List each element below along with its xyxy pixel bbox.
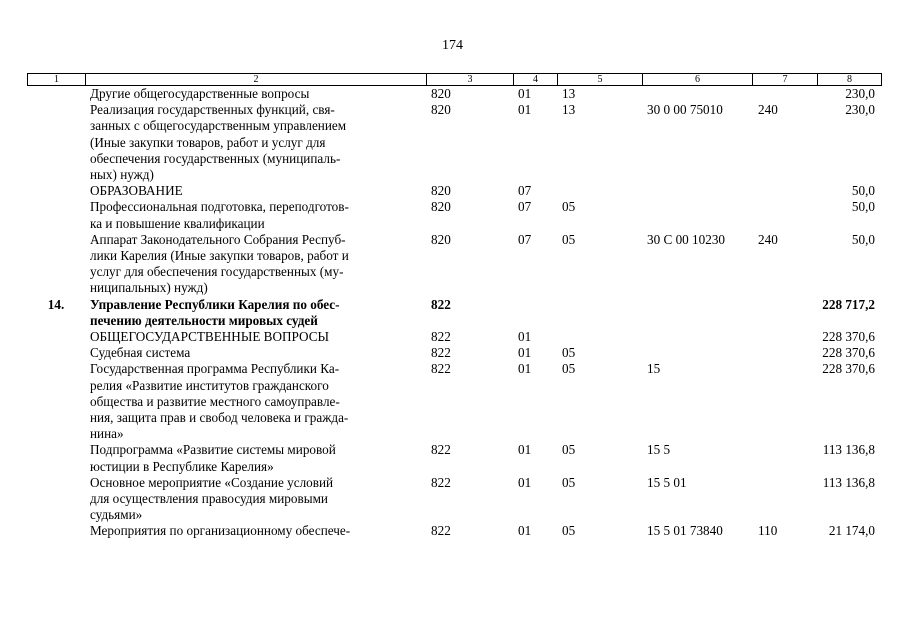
expense-type-code xyxy=(752,475,817,524)
amount: 230,0 xyxy=(845,86,875,101)
header-cell: 4 xyxy=(514,74,558,86)
section-code: 01 xyxy=(518,329,532,345)
row-name xyxy=(85,297,426,329)
header-cell: 2 xyxy=(86,74,427,86)
row-number xyxy=(27,183,85,199)
row-name-line: печению деятельности мировых судей xyxy=(90,312,318,328)
table-row xyxy=(27,183,881,199)
header-cell: 8 xyxy=(818,74,882,86)
ministry-code: 820 xyxy=(431,86,451,101)
row-name xyxy=(85,199,426,231)
header-cell: 7 xyxy=(753,74,818,86)
header-cell: 1 xyxy=(28,74,86,86)
ministry-code: 820 xyxy=(431,231,451,247)
section-code xyxy=(513,297,557,329)
expense-type-code xyxy=(752,329,817,345)
row-name xyxy=(85,442,426,474)
amount: 50,0 xyxy=(851,199,875,215)
table-row xyxy=(27,442,881,474)
expense-type-code: 240 xyxy=(758,231,778,247)
ministry-code: 822 xyxy=(431,442,451,458)
section-code: 01 xyxy=(518,345,532,361)
subsection-code: 05 xyxy=(562,523,576,539)
target-article-code xyxy=(642,199,752,231)
row-name-line: Государственная программа Республики Ка- xyxy=(90,361,340,377)
subsection-code xyxy=(557,183,642,199)
subsection-code: 05 xyxy=(562,442,576,458)
row-name-line: судьями» xyxy=(90,507,143,523)
target-article-code: 15 xyxy=(647,361,661,377)
row-name xyxy=(85,329,426,345)
row-name xyxy=(85,232,426,297)
section-code: 01 xyxy=(518,442,532,458)
row-number xyxy=(27,475,85,524)
row-name-line: юстиции в Республике Карелия» xyxy=(90,458,274,474)
row-name-line: ных) нужд) xyxy=(90,167,154,183)
header-cell: 5 xyxy=(558,74,643,86)
ministry-code: 822 xyxy=(431,474,451,490)
row-name xyxy=(85,523,426,539)
target-article-code: 30 С 00 10230 xyxy=(647,231,726,247)
expense-type-code: 240 xyxy=(758,102,778,118)
section-code: 01 xyxy=(518,86,532,101)
subsection-code xyxy=(557,329,642,345)
row-name-line: обеспечения государственных (муниципаль- xyxy=(90,150,341,166)
budget-table xyxy=(27,86,881,540)
subsection-code: 13 xyxy=(562,86,576,101)
ministry-code: 822 xyxy=(431,345,451,361)
row-number xyxy=(27,523,85,539)
row-number xyxy=(27,102,85,183)
table-row xyxy=(27,329,881,345)
expense-type-code xyxy=(752,442,817,474)
table-row xyxy=(27,361,881,442)
subsection-code: 05 xyxy=(562,474,576,490)
section-code: 01 xyxy=(518,523,532,539)
row-name xyxy=(85,475,426,524)
row-name-line: ОБЩЕГОСУДАРСТВЕННЫЕ ВОПРОСЫ xyxy=(90,329,329,345)
column-number-header xyxy=(27,73,882,86)
target-article-code: 15 5 01 xyxy=(647,474,687,490)
row-name-line: Подпрограмма «Развитие системы мировой xyxy=(90,442,336,458)
expense-type-code xyxy=(752,86,817,102)
row-name xyxy=(85,345,426,361)
row-name-line: Профессиональная подготовка, переподготов- xyxy=(90,199,349,215)
ministry-code: 820 xyxy=(431,199,451,215)
table-row xyxy=(27,232,881,297)
row-name-line: занных с общегосударственным управлением xyxy=(90,118,347,134)
row-name-line: релия «Развитие институтов гражданского xyxy=(90,377,329,393)
subsection-code xyxy=(557,297,642,329)
row-name-line: Судебная система xyxy=(90,345,191,361)
amount: 113 136,8 xyxy=(822,442,875,458)
row-name xyxy=(85,86,426,102)
section-code: 01 xyxy=(518,102,532,118)
section-code: 01 xyxy=(518,474,532,490)
ministry-code: 822 xyxy=(431,361,451,377)
header-row xyxy=(28,74,882,86)
expense-type-code xyxy=(752,199,817,231)
table-row xyxy=(27,102,881,183)
target-article-code xyxy=(642,183,752,199)
target-article-code xyxy=(642,86,752,102)
table-row xyxy=(27,86,881,102)
table-row xyxy=(27,297,881,329)
row-name-line: для осуществления правосудия мировыми xyxy=(90,491,328,507)
row-name-line: (Иные закупки товаров, работ и услуг для xyxy=(90,134,326,150)
row-number xyxy=(27,345,85,361)
row-number: 14. xyxy=(47,296,65,312)
amount: 21 174,0 xyxy=(828,523,875,539)
ministry-code: 822 xyxy=(431,523,451,539)
ministry-code: 822 xyxy=(431,329,451,345)
row-name-line: Основное мероприятие «Создание условий xyxy=(90,474,334,490)
amount: 228 370,6 xyxy=(822,361,875,377)
row-name-line: нина» xyxy=(90,426,124,442)
row-number xyxy=(27,442,85,474)
expense-type-code xyxy=(752,297,817,329)
subsection-code: 13 xyxy=(562,102,576,118)
row-name-line: ка и повышение квалификации xyxy=(90,215,265,231)
table-row xyxy=(27,523,881,539)
subsection-code: 05 xyxy=(562,345,576,361)
subsection-code: 05 xyxy=(562,231,576,247)
row-name-line: Другие общегосударственные вопросы xyxy=(90,86,310,101)
expense-type-code xyxy=(752,361,817,442)
target-article-code xyxy=(642,345,752,361)
row-number xyxy=(27,86,85,102)
row-name xyxy=(85,102,426,183)
row-name-line: Аппарат Законодательного Собрания Респуб- xyxy=(90,231,346,247)
ministry-code: 822 xyxy=(431,296,451,312)
row-name-line: Мероприятия по организационному обеспече- xyxy=(90,523,351,539)
row-name-line: ОБРАЗОВАНИЕ xyxy=(90,183,183,199)
subsection-code: 05 xyxy=(562,361,576,377)
expense-type-code xyxy=(752,183,817,199)
table-row xyxy=(27,475,881,524)
row-name-line: общества и развитие местного самоуправле- xyxy=(90,393,340,409)
target-article-code: 15 5 01 73840 xyxy=(647,523,723,539)
header-cell: 3 xyxy=(427,74,514,86)
amount: 50,0 xyxy=(851,183,875,199)
ministry-code: 820 xyxy=(431,183,451,199)
row-number xyxy=(27,329,85,345)
header-cell: 6 xyxy=(643,74,753,86)
expense-type-code xyxy=(752,345,817,361)
expense-type-code: 110 xyxy=(758,523,778,539)
section-code: 07 xyxy=(518,199,532,215)
section-code: 07 xyxy=(518,231,532,247)
target-article-code: 15 5 xyxy=(647,442,671,458)
row-name xyxy=(85,361,426,442)
amount: 230,0 xyxy=(845,102,875,118)
target-article-code: 30 0 00 75010 xyxy=(647,102,723,118)
section-code: 07 xyxy=(518,183,532,199)
row-name-line: услуг для обеспечения государственных (му- xyxy=(90,264,344,280)
section-code: 01 xyxy=(518,361,532,377)
ministry-code: 820 xyxy=(431,102,451,118)
budget-table-body xyxy=(27,86,881,540)
amount: 228 717,2 xyxy=(822,296,875,312)
row-number xyxy=(27,361,85,442)
row-number xyxy=(27,232,85,297)
target-article-code xyxy=(642,329,752,345)
table-row xyxy=(27,199,881,231)
amount: 50,0 xyxy=(851,231,875,247)
row-name-line: ниципальных) нужд) xyxy=(90,280,208,296)
row-name-line: лики Карелия (Иные закупки товаров, работ и xyxy=(90,248,349,264)
amount: 228 370,6 xyxy=(822,329,875,345)
row-name-line: Реализация государственных функций, свя- xyxy=(90,102,335,118)
row-name-line: ния, защита прав и свобод человека и гражда- xyxy=(90,410,349,426)
amount: 113 136,8 xyxy=(822,474,875,490)
target-article-code xyxy=(642,297,752,329)
page-number: 174 xyxy=(442,38,463,53)
subsection-code: 05 xyxy=(562,199,576,215)
row-number xyxy=(27,199,85,231)
table-row xyxy=(27,345,881,361)
row-name xyxy=(85,183,426,199)
amount: 228 370,6 xyxy=(822,345,875,361)
row-name-line: Управление Республики Карелия по обес- xyxy=(90,296,340,312)
